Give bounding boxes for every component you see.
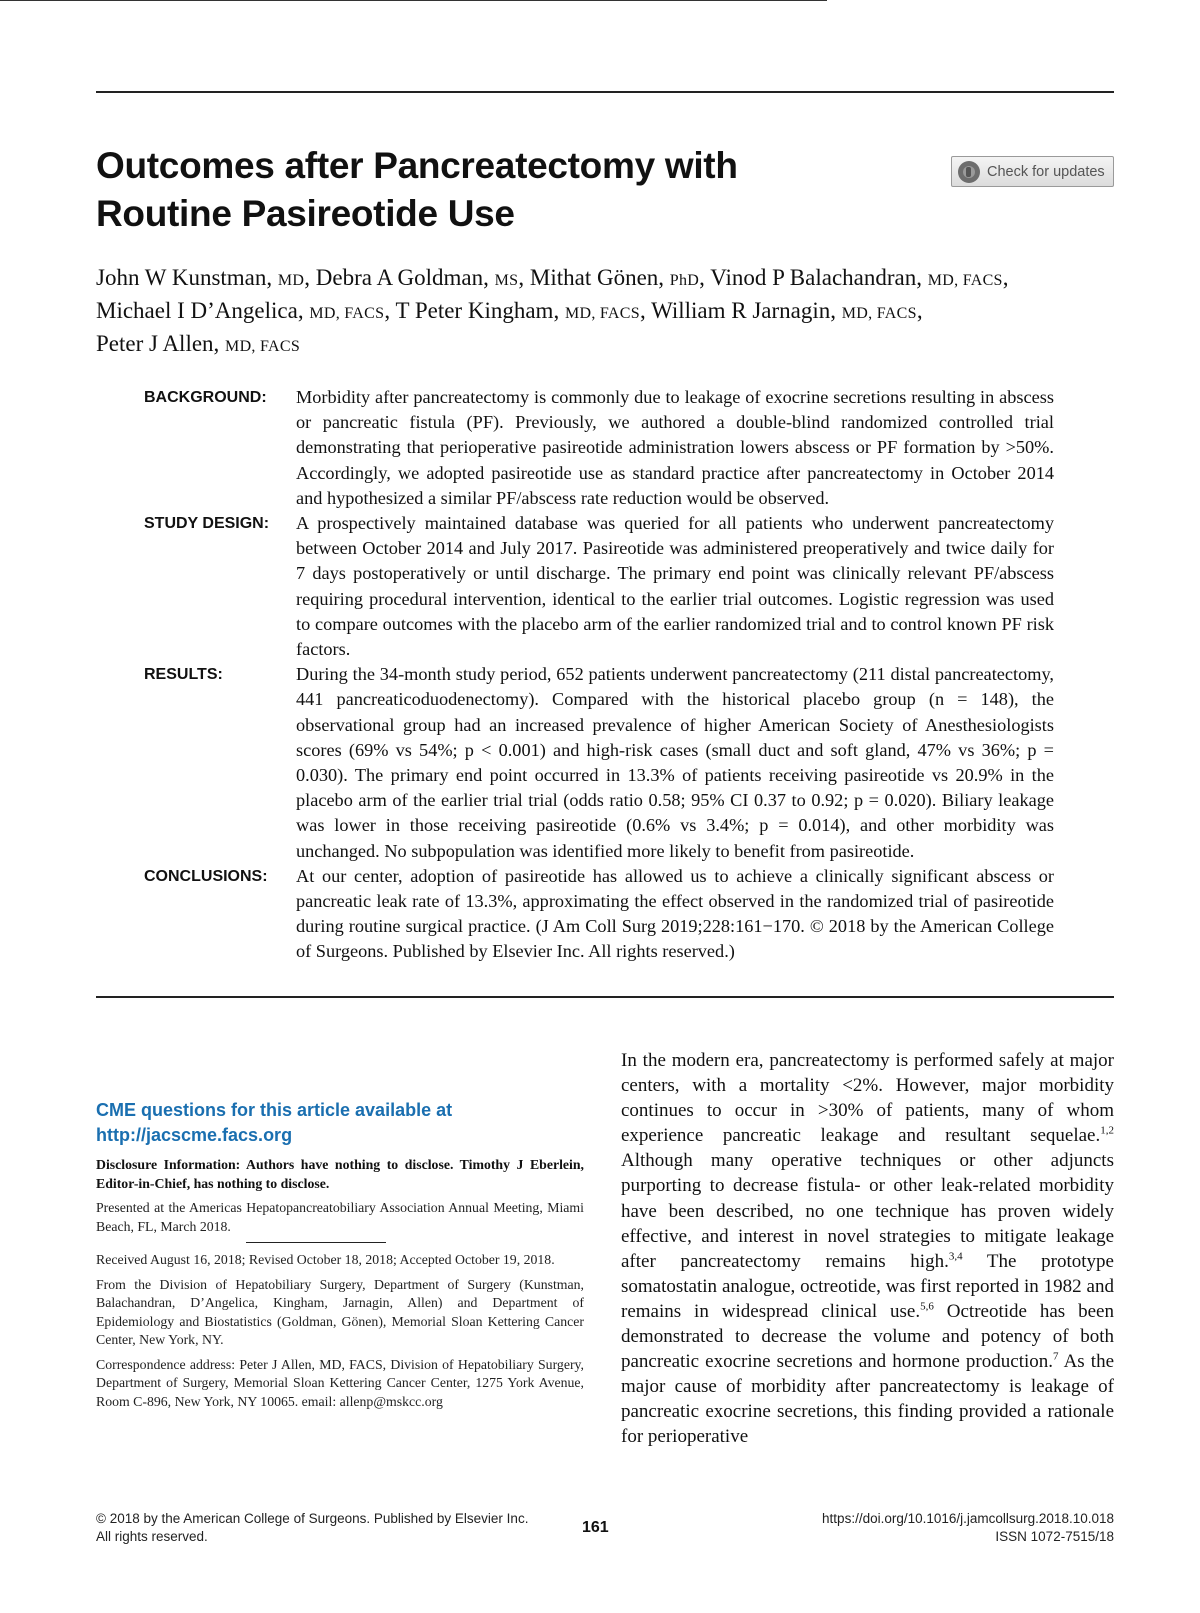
author-name: William R Jarnagin (651, 298, 831, 323)
crossmark-icon (958, 161, 980, 183)
abstract-text: A prospectively maintained database was queried for all patients who underwent pancreatectomy between October 2014 and July 2017. Pasireotide was administered preoperatively and twice daily for 7 days postoperatively or until discharge. The primary end point was clinically relevant PF/abscess requiring procedural intervention, identical to the earlier trial outcomes. Logistic regression was used to compare outcomes with the placebo arm of the earlier randomized trial and to control known PF risk factors. (296, 513, 1054, 660)
cme-heading-text: CME questions for this article available at (96, 1100, 453, 1120)
abstract-text: At our center, adoption of pasireotide has allowed us to achieve a clinically significant abscess or pancreatic leak rate of 13.3%, approximating the effect observed in the randomized trial of pasireotide during routine surgical practice. (J Am Coll Surg 2019;228:161−170. © 2018 by the American College of Surgeons. Published by Elsevier Inc. All rights reserved.) (296, 865, 1054, 962)
article-notes (96, 1156, 584, 1417)
author-name: Mithat Gönen (529, 265, 659, 290)
top-rule (96, 91, 1114, 93)
notes-divider (246, 1242, 386, 1243)
citation[interactable]: 5,6 (920, 1300, 934, 1313)
abstract-bottom-rule (96, 996, 1114, 998)
author-degrees: MS (494, 272, 519, 289)
citation[interactable]: 7 (1053, 1350, 1059, 1363)
copyright-line: © 2018 by the American College of Surgeons. Published by Elsevier Inc. (96, 1511, 529, 1526)
citation[interactable]: 1,2 (1100, 1124, 1114, 1137)
author-degrees: MD, FACS (225, 338, 301, 355)
copyright-line: All rights reserved. (96, 1529, 208, 1544)
body-text-span: Although many operative techniques or other adjuncts purporting to decrease fistula- or other leak-related morbidity have been described, no one technique has proven widely effective, and interest in novel strategies to mitigate leakage after pancreatectomy remains high. (621, 1150, 1114, 1272)
body-text-span: As the major cause of morbidity after pancreatectomy is leakage of pancreatic exocrine secretions, this finding provided a rationale for perioperative (621, 1351, 1115, 1448)
body-text-span: Octreotide has been demonstrated to decrease the volume and potency of both pancreatic exocrine secretions and hormone production. (621, 1300, 1114, 1373)
author-name: Debra A Goldman (315, 265, 484, 290)
author-degrees: PhD (669, 272, 700, 289)
abstract-text: Morbidity after pancreatectomy is commonly due to leakage of exocrine secretions resulting in abscess or pancreatic fistula (PF). Previously, we authored a double-blind randomized controlled trial demonstrating that perioperative pasireotide administration lowers abscess or PF formation by >50%. Accordingly, we adopted pasireotide use as standard practice after pancreatectomy in October 2014 and hypothesized a similar PF/abscess rate reduction would be observed. (296, 387, 1054, 508)
article-title: Outcomes after Pancreatectomy with Routine Pasireotide Use (96, 145, 738, 234)
received-note: Received August 16, 2018; Revised October 18, 2018; Accepted October 19, 2018. (96, 1252, 555, 1267)
author-name: T Peter Kingham (395, 298, 554, 323)
abstract-text: During the 34-month study period, 652 patients underwent pancreatectomy (211 distal pancreatectomy, 441 pancreaticoduodenectomy). Compared with the historical placebo group (n = 148), the observational group had an increased prevalence of higher American Society of Anesthesiologists scores (69% vs 54%; p < 0.001) and high-risk cases (small duct and soft gland, 47% vs 36%; p = 0.030). The primary end point occurred in 13.3% of patients receiving pasireotide vs 20.9% in the placebo arm of the earlier trial trial (odds ratio 0.58; 95% CI 0.37 to 0.92; p = 0.020). Biliary leakage was lower in those receiving pasireotide (0.6% vs 3.4%; p = 0.014), and other morbidity was unchanged. No subpopulation was identified more likely to benefit from pasireotide. (296, 664, 1054, 861)
abstract-section-study-design (144, 511, 1114, 662)
check-for-updates-button[interactable] (951, 156, 1114, 187)
affiliation-note: From the Division of Hepatobiliary Surgery, Department of Surgery (Kunstman, Balachandran, D’Angelica, Kingham, Jarnagin, Allen) and Department of Epidemiology and Biostatistics (Goldman, Gönen), Memorial Sloan Kettering Cancer Center, New York, NY. (96, 1276, 584, 1347)
footer-copyright (96, 1510, 528, 1546)
presented-note: Presented at the Americas Hepatopancreatobiliary Association Annual Meeting, Miami Beach, FL, March 2018. (96, 1200, 584, 1234)
author-degrees: MD, FACS (309, 305, 385, 322)
issn: ISSN 1072-7515/18 (995, 1529, 1114, 1544)
body-text-span: In the modern era, pancreatectomy is performed safely at major centers, with a mortality <2%. However, major morbidity continues to occur in >30% of patients, many of whom experience pancreatic leakage and resultant sequelae. (621, 1050, 1114, 1147)
body-text-span: The prototype somatostatin analogue, octreotide, was first reported in 1982 and remains in widespread clinical use. (621, 1250, 1114, 1322)
author-name: Peter J Allen (96, 331, 214, 356)
abstract-label: STUDY DESIGN: (144, 515, 270, 533)
author-name: John W Kunstman (96, 265, 267, 290)
author-degrees: MD, FACS (564, 305, 640, 322)
footer-identifiers (822, 1510, 1114, 1546)
abstract-label: CONCLUSIONS: (144, 867, 268, 885)
abstract-label: RESULTS: (144, 666, 223, 684)
check-for-updates-label: Check for updates (987, 163, 1105, 180)
cme-link[interactable]: http://jacscme.facs.org (96, 1125, 293, 1145)
abstract-label: BACKGROUND: (144, 389, 267, 406)
abstract-section-conclusions (144, 864, 1114, 965)
body-paragraph (621, 1048, 1114, 1450)
author-list: John W Kunstman, MD, Debra A Goldman, MS, Mithat Gönen, PhD, Vinod P Balachandran, MD, FACS, Michael I D’Angelica, MD, FACS, T Peter Kingham, MD, FACS, William R Jarnagin, MD, FACS, Peter J Allen, MD, FACS (96, 265, 1009, 356)
abstract-section-background (144, 385, 1114, 511)
page-number: 161 (582, 1519, 609, 1536)
abstract-section-results (144, 662, 1114, 864)
disclosure-note: Disclosure Information: Authors have nothing to disclose. Timothy J Eberlein, Editor-in-Chief, has nothing to disclose. (96, 1157, 584, 1191)
author-degrees: MD (277, 272, 305, 289)
author-name: Vinod P Balachandran (710, 265, 917, 290)
author-degrees: MD, FACS (927, 272, 1003, 289)
correspondence-note: Correspondence address: Peter J Allen, MD, FACS, Division of Hepatobiliary Surgery, Department of Surgery, Memorial Sloan Kettering Cancer Center, 1275 York Avenue, Room C-896, New York, NY 10065. email: allenp@mskcc.org (96, 1356, 584, 1409)
cme-heading (96, 1098, 596, 1148)
doi-link[interactable]: https://doi.org/10.1016/j.jamcollsurg.2018.10.018 (822, 1511, 1114, 1526)
author-name: Michael I D’Angelica (96, 298, 298, 323)
structured-abstract (144, 385, 1114, 965)
abstract-top-rule (0, 0, 827, 1)
citation[interactable]: 3,4 (948, 1250, 963, 1263)
author-degrees: MD, FACS (841, 305, 917, 322)
